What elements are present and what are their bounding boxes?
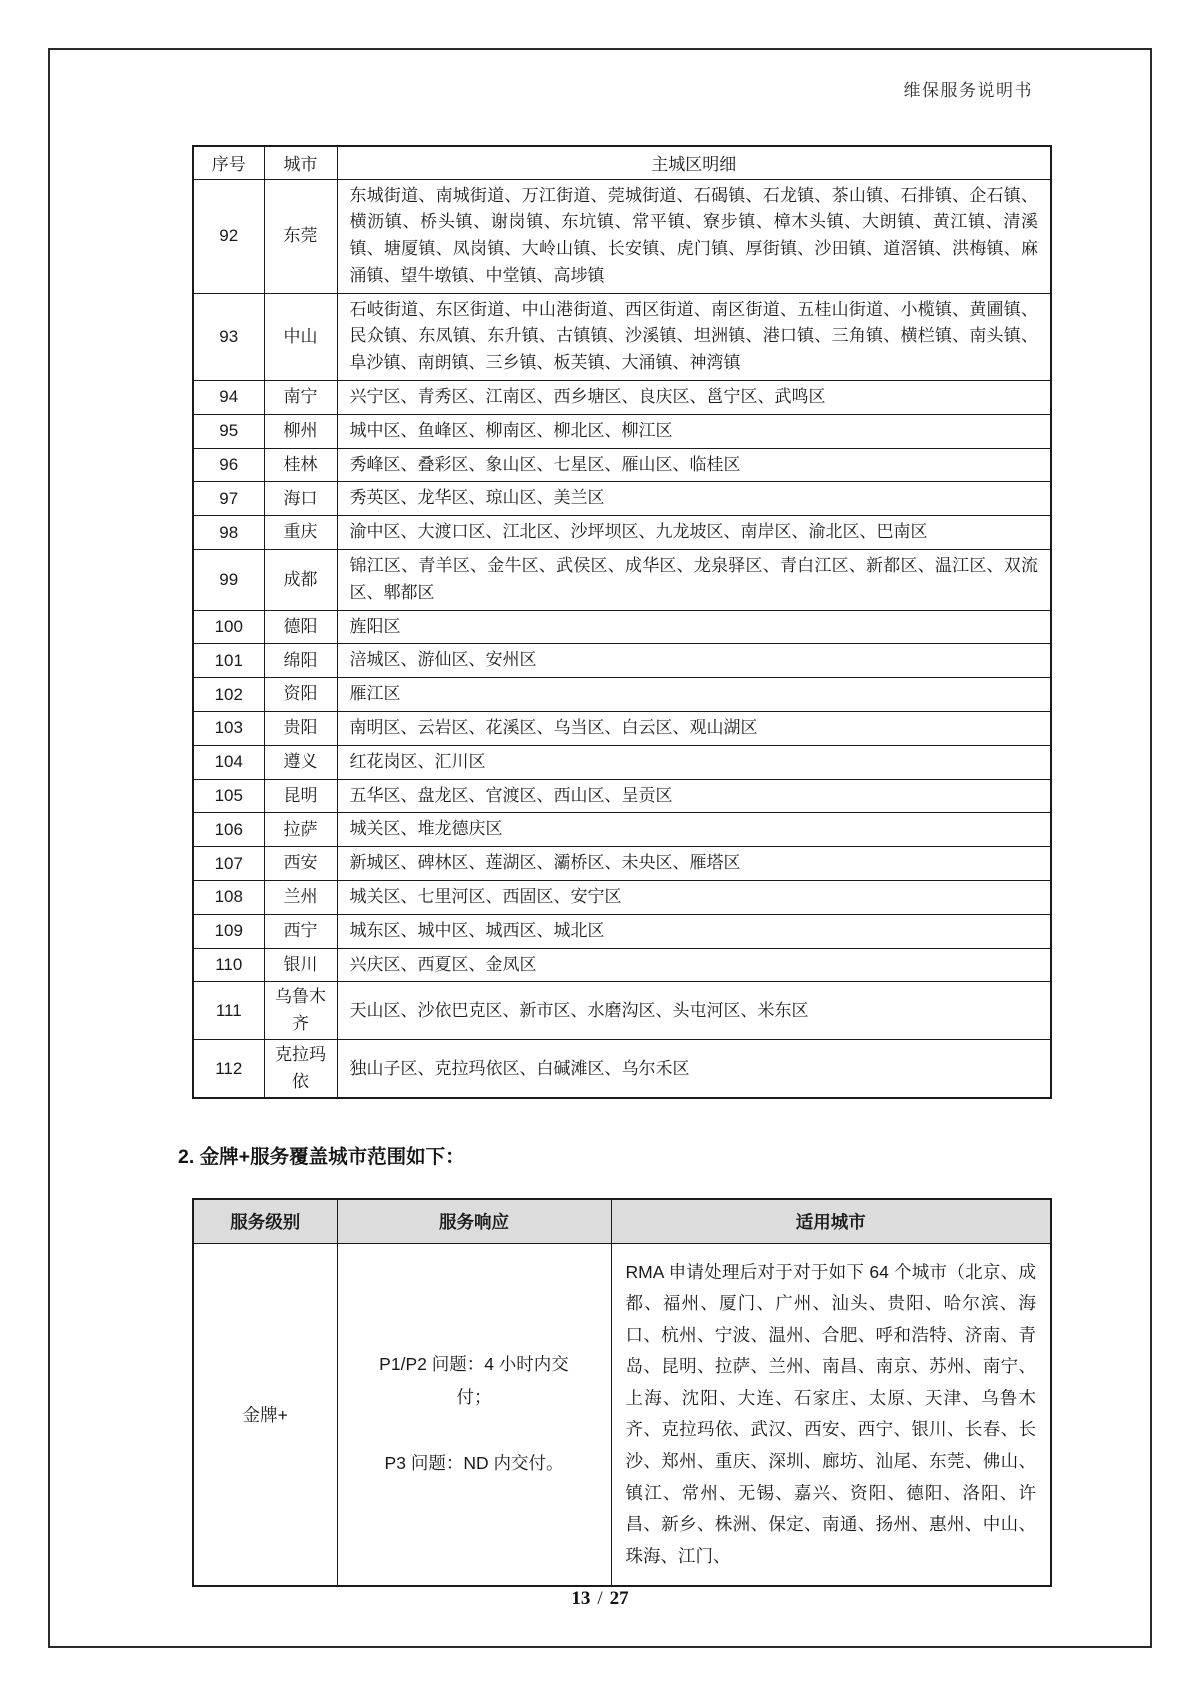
table-header-row <box>193 1199 1051 1243</box>
cell-city: 拉萨 <box>264 813 337 847</box>
col-header-city: 城市 <box>264 146 337 179</box>
cell-districts: 雁江区 <box>337 678 1051 712</box>
cell-city: 德阳 <box>264 610 337 644</box>
cell-city: 西宁 <box>264 914 337 948</box>
cell-districts: 东城街道、南城街道、万江街道、莞城街道、石碣镇、石龙镇、茶山镇、石排镇、企石镇、横沥镇、桥头镇、谢岗镇、东坑镇、常平镇、寮步镇、樟木头镇、大朗镇、黄江镇、清溪镇、塘厦镇、凤岗镇、大岭山镇、长安镇、虎门镇、厚街镇、沙田镇、道滘镇、洪梅镇、麻涌镇、望牛墩镇、中堂镇、高埗镇 <box>337 179 1051 293</box>
cell-districts: 红花岗区、汇川区 <box>337 745 1051 779</box>
page-footer <box>0 1588 1200 1610</box>
table-row <box>193 813 1051 847</box>
cell-districts: 秀英区、龙华区、琼山区、美兰区 <box>337 482 1051 516</box>
cell-serial: 104 <box>193 745 264 779</box>
section-heading: 2. 金牌+服务覆盖城市范围如下： <box>178 1146 465 1168</box>
cell-city: 重庆 <box>264 516 337 550</box>
cell-serial: 96 <box>193 448 264 482</box>
cell-districts: 石岐街道、东区街道、中山港街道、西区街道、南区街道、五桂山街道、小榄镇、黄圃镇、民众镇、东凤镇、东升镇、古镇镇、沙溪镇、坦洲镇、港口镇、三角镇、横栏镇、南头镇、阜沙镇、南朗镇、三乡镇、板芙镇、大涌镇、神湾镇 <box>337 293 1051 380</box>
cell-city: 克拉玛依 <box>264 1040 337 1099</box>
response-line-p3: P3 问题：ND 内交付。 <box>384 1453 564 1474</box>
cell-serial: 111 <box>193 982 264 1040</box>
gold-service-table <box>192 1198 1052 1587</box>
table-row <box>193 1040 1051 1099</box>
cell-city: 兰州 <box>264 881 337 915</box>
table-row <box>193 179 1051 293</box>
table-row <box>193 516 1051 550</box>
cell-serial: 103 <box>193 712 264 746</box>
cell-districts: 锦江区、青羊区、金牛区、武侯区、成华区、龙泉驿区、青白江区、新都区、温江区、双流区、郫都区 <box>337 550 1051 611</box>
cell-city: 昆明 <box>264 779 337 813</box>
table-row <box>193 1243 1051 1586</box>
cell-districts: 独山子区、克拉玛依区、白碱滩区、乌尔禾区 <box>337 1040 1051 1099</box>
cell-districts: 涪城区、游仙区、安州区 <box>337 644 1051 678</box>
cell-serial: 94 <box>193 381 264 415</box>
cell-districts: 城关区、堆龙德庆区 <box>337 813 1051 847</box>
cell-serial: 92 <box>193 179 264 293</box>
table-row <box>193 448 1051 482</box>
cell-applicable-cities: RMA 申请处理后对于对于如下 64 个城市（北京、成都、福州、厦门、广州、汕头、贵阳、哈尔滨、海口、杭州、宁波、温州、合肥、呼和浩特、济南、青岛、昆明、拉萨、兰州、南昌、南京、苏州、南宁、上海、沈阳、大连、石家庄、太原、天津、乌鲁木齐、克拉玛依、武汉、西安、西宁、银川、长春、长沙、郑州、重庆、深圳、廊坊、汕尾、东莞、佛山、镇江、常州、无锡、嘉兴、资阳、德阳、洛阳、许昌、新乡、株洲、保定、南通、扬州、惠州、中山、珠海、江门、 <box>611 1243 1051 1586</box>
col-header-service-level: 服务级别 <box>193 1199 337 1243</box>
cell-serial: 99 <box>193 550 264 611</box>
table-row <box>193 610 1051 644</box>
cell-districts: 新城区、碑林区、莲湖区、灞桥区、未央区、雁塔区 <box>337 847 1051 881</box>
cell-districts: 兴宁区、青秀区、江南区、西乡塘区、良庆区、邕宁区、武鸣区 <box>337 381 1051 415</box>
table-row <box>193 779 1051 813</box>
page-number-separator: / <box>597 1588 603 1609</box>
cell-city: 桂林 <box>264 448 337 482</box>
city-districts-table-wrap <box>192 145 1052 1099</box>
cell-city: 遵义 <box>264 745 337 779</box>
cell-serial: 112 <box>193 1040 264 1099</box>
table-row <box>193 881 1051 915</box>
page-total: 27 <box>609 1588 629 1609</box>
cell-serial: 98 <box>193 516 264 550</box>
cell-districts: 天山区、沙依巴克区、新市区、水磨沟区、头屯河区、米东区 <box>337 982 1051 1040</box>
cell-districts: 城关区、七里河区、西固区、安宁区 <box>337 881 1051 915</box>
cell-city: 西安 <box>264 847 337 881</box>
cell-serial: 101 <box>193 644 264 678</box>
table-row <box>193 982 1051 1040</box>
cell-serial: 95 <box>193 414 264 448</box>
cell-city: 成都 <box>264 550 337 611</box>
table-row <box>193 414 1051 448</box>
cell-serial: 108 <box>193 881 264 915</box>
cell-city: 南宁 <box>264 381 337 415</box>
col-header-serial: 序号 <box>193 146 264 179</box>
cell-districts: 城中区、鱼峰区、柳南区、柳北区、柳江区 <box>337 414 1051 448</box>
cell-service-response <box>337 1243 611 1586</box>
cell-districts: 南明区、云岩区、花溪区、乌当区、白云区、观山湖区 <box>337 712 1051 746</box>
cell-serial: 107 <box>193 847 264 881</box>
table-row <box>193 482 1051 516</box>
city-districts-table <box>192 145 1052 1099</box>
cell-serial: 93 <box>193 293 264 380</box>
cell-city: 资阳 <box>264 678 337 712</box>
table-row <box>193 381 1051 415</box>
cell-city: 银川 <box>264 948 337 982</box>
cell-serial: 106 <box>193 813 264 847</box>
col-header-districts: 主城区明细 <box>337 146 1051 179</box>
cell-districts: 兴庆区、西夏区、金凤区 <box>337 948 1051 982</box>
cell-serial: 102 <box>193 678 264 712</box>
table-row <box>193 293 1051 380</box>
cell-districts: 渝中区、大渡口区、江北区、沙坪坝区、九龙坡区、南岸区、渝北区、巴南区 <box>337 516 1051 550</box>
cell-serial: 100 <box>193 610 264 644</box>
table-row <box>193 914 1051 948</box>
table-row <box>193 550 1051 611</box>
table-row <box>193 745 1051 779</box>
cell-city: 海口 <box>264 482 337 516</box>
cell-districts: 城东区、城中区、城西区、城北区 <box>337 914 1051 948</box>
response-line-p1p2: P1/P2 问题：4 小时内交付； <box>379 1354 569 1408</box>
table-row <box>193 847 1051 881</box>
cell-service-level: 金牌+ <box>193 1243 337 1586</box>
page-number: 13 <box>571 1588 591 1609</box>
table-header-row <box>193 146 1051 179</box>
cell-city: 乌鲁木齐 <box>264 982 337 1040</box>
table-row <box>193 644 1051 678</box>
cell-serial: 105 <box>193 779 264 813</box>
cell-serial: 109 <box>193 914 264 948</box>
cell-serial: 110 <box>193 948 264 982</box>
table-row <box>193 678 1051 712</box>
gold-service-table-wrap <box>192 1198 1052 1587</box>
cell-city: 东莞 <box>264 179 337 293</box>
cell-city: 中山 <box>264 293 337 380</box>
cell-city: 柳州 <box>264 414 337 448</box>
cell-city: 绵阳 <box>264 644 337 678</box>
col-header-service-response: 服务响应 <box>337 1199 611 1243</box>
cell-city: 贵阳 <box>264 712 337 746</box>
document-title: 维保服务说明书 <box>903 81 1033 100</box>
col-header-applicable-cities: 适用城市 <box>611 1199 1051 1243</box>
cell-districts: 旌阳区 <box>337 610 1051 644</box>
table-row <box>193 948 1051 982</box>
cell-serial: 97 <box>193 482 264 516</box>
cell-districts: 秀峰区、叠彩区、象山区、七星区、雁山区、临桂区 <box>337 448 1051 482</box>
table-row <box>193 712 1051 746</box>
cell-districts: 五华区、盘龙区、官渡区、西山区、呈贡区 <box>337 779 1051 813</box>
